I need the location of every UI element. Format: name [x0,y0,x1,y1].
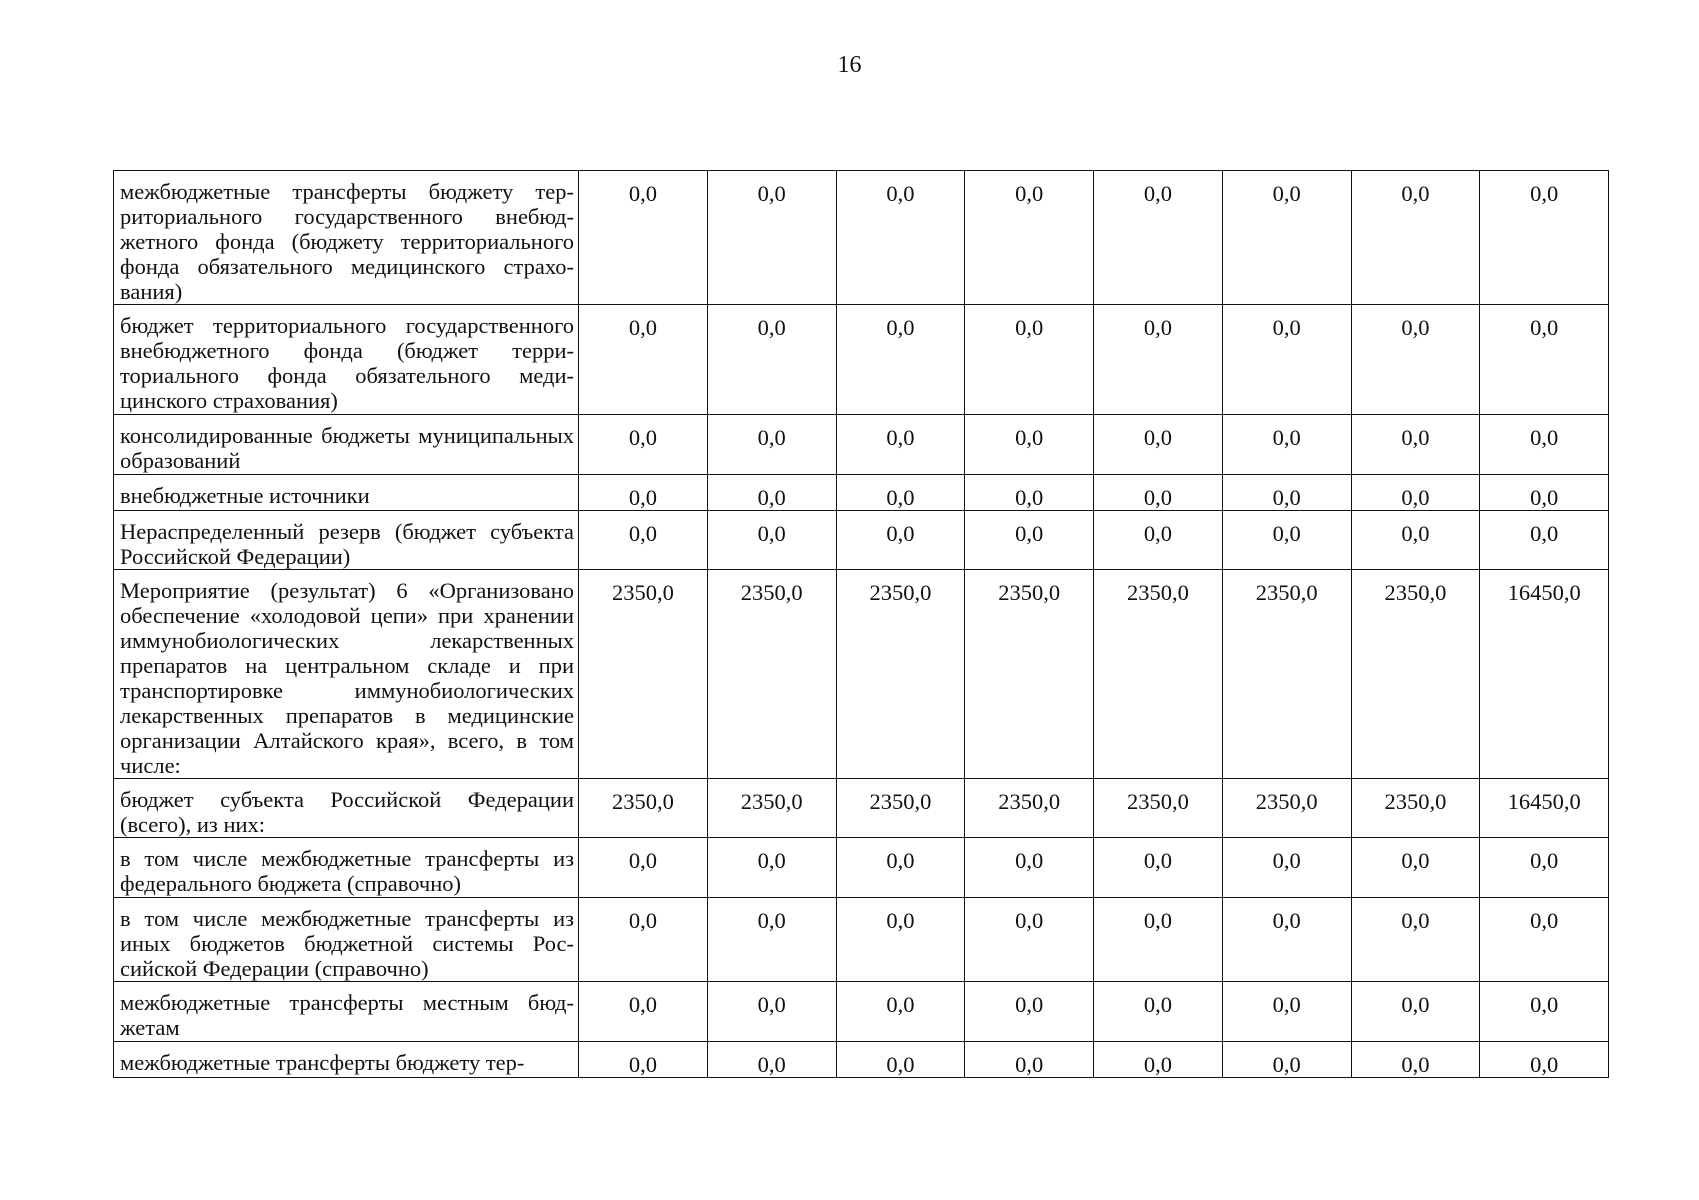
value-cell: 0,0 [1480,475,1609,511]
value-cell: 0,0 [1351,982,1480,1042]
value-cell: 0,0 [1480,898,1609,982]
value-cell: 0,0 [836,475,965,511]
value-cell: 0,0 [1351,415,1480,475]
value-cell: 0,0 [836,511,965,570]
budget-table [113,170,1609,1078]
value-cell: 2350,0 [579,570,708,779]
value-cell: 0,0 [1222,511,1351,570]
value-cell: 0,0 [707,838,836,898]
value-cell: 0,0 [836,415,965,475]
value-cell: 2350,0 [1094,570,1223,779]
row-label: межбюджетные трансферты местным бюджетам [114,982,579,1042]
value-cell: 0,0 [1094,982,1223,1042]
value-cell: 0,0 [1222,415,1351,475]
value-cell: 2350,0 [836,570,965,779]
value-cell: 2350,0 [1351,570,1480,779]
value-cell: 0,0 [965,1042,1094,1078]
value-cell: 0,0 [1480,838,1609,898]
value-cell: 0,0 [1094,1042,1223,1078]
value-cell: 2350,0 [1094,779,1223,838]
value-cell: 0,0 [579,1042,708,1078]
value-cell: 0,0 [1094,898,1223,982]
value-cell: 0,0 [1222,838,1351,898]
table-row [114,779,1609,838]
value-cell: 0,0 [707,305,836,415]
value-cell: 0,0 [1094,838,1223,898]
value-cell: 0,0 [579,982,708,1042]
value-cell: 0,0 [836,1042,965,1078]
table-row [114,838,1609,898]
value-cell: 0,0 [836,898,965,982]
table-row [114,570,1609,779]
value-cell: 0,0 [707,171,836,305]
table-body [114,171,1609,1078]
value-cell: 0,0 [1094,511,1223,570]
value-cell: 2350,0 [1351,779,1480,838]
value-cell: 0,0 [965,415,1094,475]
value-cell: 0,0 [707,982,836,1042]
value-cell: 0,0 [707,475,836,511]
value-cell: 0,0 [707,511,836,570]
table-row [114,511,1609,570]
row-label: межбюджетные трансферты бюджету тер- [114,1042,579,1078]
value-cell: 0,0 [1222,898,1351,982]
value-cell: 0,0 [965,511,1094,570]
value-cell: 0,0 [1351,171,1480,305]
value-cell: 0,0 [1480,511,1609,570]
table-row [114,982,1609,1042]
table-row [114,898,1609,982]
value-cell: 0,0 [1094,475,1223,511]
value-cell: 2350,0 [579,779,708,838]
value-cell: 0,0 [1351,898,1480,982]
value-cell: 0,0 [836,171,965,305]
value-cell: 0,0 [579,415,708,475]
value-cell: 0,0 [579,475,708,511]
value-cell: 0,0 [965,475,1094,511]
value-cell: 2350,0 [965,570,1094,779]
value-cell: 16450,0 [1480,779,1609,838]
value-cell: 16450,0 [1480,570,1609,779]
value-cell: 0,0 [1480,1042,1609,1078]
value-cell: 0,0 [579,171,708,305]
value-cell: 0,0 [707,898,836,982]
page-number: 16 [837,52,862,78]
value-cell: 2350,0 [1222,779,1351,838]
value-cell: 0,0 [579,838,708,898]
value-cell: 0,0 [1351,1042,1480,1078]
value-cell: 0,0 [1480,171,1609,305]
value-cell: 2350,0 [836,779,965,838]
value-cell: 0,0 [1222,982,1351,1042]
value-cell: 0,0 [965,305,1094,415]
table-row [114,171,1609,305]
value-cell: 0,0 [707,415,836,475]
table-row [114,305,1609,415]
value-cell: 0,0 [965,171,1094,305]
value-cell: 0,0 [1222,475,1351,511]
row-label: бюджет субъекта Российской Федерации (всего), из них: [114,779,579,838]
value-cell: 0,0 [836,838,965,898]
value-cell: 0,0 [1351,511,1480,570]
value-cell: 0,0 [1222,305,1351,415]
value-cell: 0,0 [1351,838,1480,898]
row-label: бюджет территориального государственного внебюджетного фонда (бюджет территориального фонда обязательного медицинского страхования) [114,305,579,415]
value-cell: 2350,0 [707,779,836,838]
value-cell: 0,0 [836,305,965,415]
row-label: в том числе межбюджетные трансферты из иных бюджетов бюджетной системы Российской Федерации (справочно) [114,898,579,982]
value-cell: 0,0 [579,305,708,415]
value-cell: 0,0 [836,982,965,1042]
value-cell: 0,0 [965,898,1094,982]
row-label: внебюджетные источники [114,475,579,511]
value-cell: 2350,0 [707,570,836,779]
value-cell: 0,0 [1480,305,1609,415]
table-row [114,1042,1609,1078]
row-label: в том числе межбюджетные трансферты из федерального бюджета (справочно) [114,838,579,898]
value-cell: 0,0 [1094,305,1223,415]
table-row [114,475,1609,511]
value-cell: 0,0 [1480,415,1609,475]
value-cell: 0,0 [1351,475,1480,511]
row-label: Нераспределенный резерв (бюджет субъекта Российской Федерации) [114,511,579,570]
value-cell: 2350,0 [965,779,1094,838]
value-cell: 0,0 [965,982,1094,1042]
row-label: Мероприятие (результат) 6 «Организовано обеспечение «холодовой цепи» при хранении иммунобиологических лекарственных препаратов на центральном складе и при транспортировке иммунобиологических лекарственных препаратов в медицинские организации Алтайского края», всего, в том числе: [114,570,579,779]
value-cell: 0,0 [965,838,1094,898]
value-cell: 0,0 [1094,171,1223,305]
value-cell: 0,0 [579,511,708,570]
value-cell: 0,0 [1222,171,1351,305]
value-cell: 0,0 [1222,1042,1351,1078]
value-cell: 0,0 [707,1042,836,1078]
value-cell: 0,0 [1094,415,1223,475]
row-label: межбюджетные трансферты бюджету территориального государственного внебюджетного фонда (бюджету территориального фонда обязательного медицинского страхования) [114,171,579,305]
table-row [114,415,1609,475]
value-cell: 0,0 [1480,982,1609,1042]
row-label: консолидированные бюджеты муниципальных образований [114,415,579,475]
value-cell: 2350,0 [1222,570,1351,779]
value-cell: 0,0 [579,898,708,982]
value-cell: 0,0 [1351,305,1480,415]
